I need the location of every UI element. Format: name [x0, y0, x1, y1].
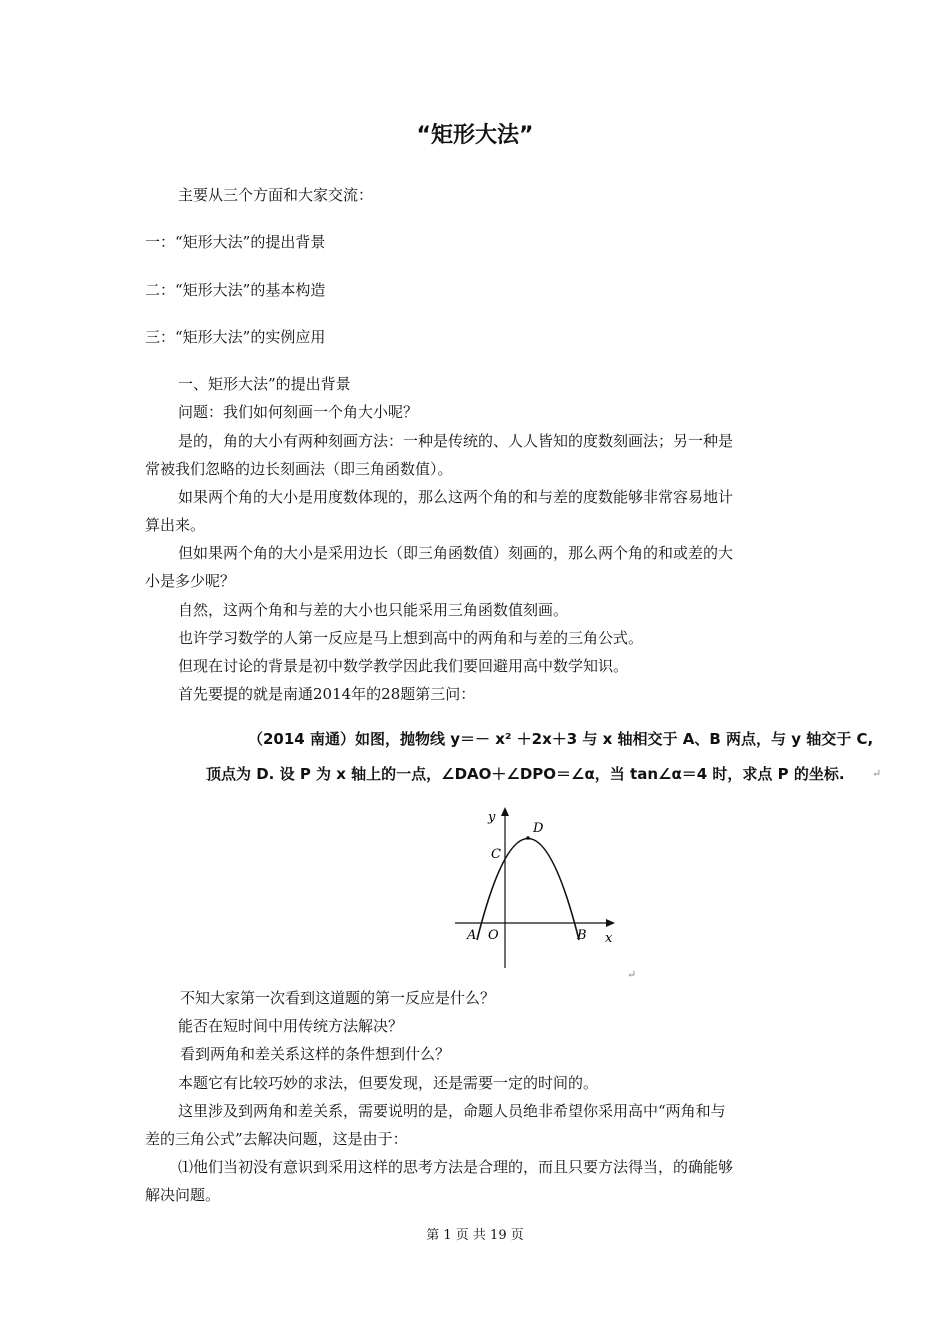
parabola-figure	[455, 805, 620, 975]
paragraph-line: 本题它有比较巧妙的求法，但要发现，还是需要一定的时间的。	[178, 1074, 599, 1092]
problem-line-1: （2014 南通）如图，抛物线 y＝－ x² ＋2x＋3 与 x 轴相交于 A、B 两点，与 y 轴交于 C,	[248, 730, 874, 748]
paragraph-line: 算出来。	[145, 516, 206, 534]
paragraph-line: 不知大家第一次看到这道题的第一反应是什么？	[180, 989, 496, 1007]
x-axis-arrow-icon	[606, 919, 615, 927]
paragraph-line: 自然，这两个角和与差的大小也只能采用三角函数值刻画。	[178, 601, 569, 619]
outline-item-2: 二：“矩形大法”的基本构造	[145, 281, 326, 299]
page-title: “矩形大法”	[416, 123, 534, 148]
paragraph-line: 差的三角公式”去解决问题，这是由于：	[145, 1130, 408, 1148]
paragraph-line: 解决问题。	[145, 1186, 221, 1204]
paragraph-line: 小是多少呢？	[145, 572, 236, 590]
paragraph-line: 问题：我们如何刻画一个角大小呢？	[178, 403, 419, 421]
paragraph-line: 首先要提的就是南通2014年的28题第三问：	[178, 685, 476, 703]
label-A: A	[467, 928, 477, 943]
y-axis-arrow-icon	[501, 807, 509, 816]
label-D: D	[533, 821, 544, 836]
intro-text: 主要从三个方面和大家交流：	[178, 186, 374, 204]
paragraph-line: 但如果两个角的大小是采用边长（即三角函数值）刻画的，那么两个角的和或差的大	[178, 544, 734, 562]
return-mark-icon: ↵	[872, 767, 882, 780]
problem-line-2: 顶点为 D. 设 P 为 x 轴上的一点，∠DAO＋∠DPO＝∠α，当 tan∠α＝4 时，求点 P 的坐标.	[206, 765, 845, 783]
paragraph-line: 能否在短时间中用传统方法解决？	[178, 1017, 404, 1035]
paragraph-line: 看到两角和差关系这样的条件想到什么？	[180, 1045, 451, 1063]
label-y: y	[488, 810, 496, 825]
paragraph-line: 如果两个角的大小是用度数体现的，那么这两个角的和与差的度数能够非常容易地计	[178, 488, 734, 506]
paragraph-line: 也许学习数学的人第一反应是马上想到高中的两角和与差的三角公式。	[178, 629, 644, 647]
section-heading: 一、矩形大法”的提出背景	[178, 375, 351, 393]
label-O: O	[488, 928, 499, 943]
label-B: B	[577, 928, 587, 943]
paragraph-line: 是的，角的大小有两种刻画方法：一种是传统的、人人皆知的度数刻画法；另一种是	[178, 432, 734, 450]
paragraph-line: ⑴他们当初没有意识到采用这样的思考方法是合理的，而且只要方法得当，的确能够	[178, 1158, 734, 1176]
page-footer: 第 1 页 共 19 页	[426, 1228, 524, 1243]
label-C: C	[491, 847, 501, 862]
label-x: x	[605, 931, 613, 946]
outline-item-1: 一：“矩形大法”的提出背景	[145, 233, 326, 251]
paragraph-line: 这里涉及到两角和差关系，需要说明的是，命题人员绝非希望你采用高中“两角和与	[178, 1102, 726, 1120]
return-mark-icon: ↵	[627, 968, 637, 981]
vertex-point	[526, 836, 530, 840]
paragraph-line: 常被我们忽略的边长刻画法（即三角函数值）。	[145, 460, 453, 478]
paragraph-line: 但现在讨论的背景是初中数学教学因此我们要回避用高中数学知识。	[178, 657, 629, 675]
outline-item-3: 三：“矩形大法”的实例应用	[145, 328, 326, 346]
